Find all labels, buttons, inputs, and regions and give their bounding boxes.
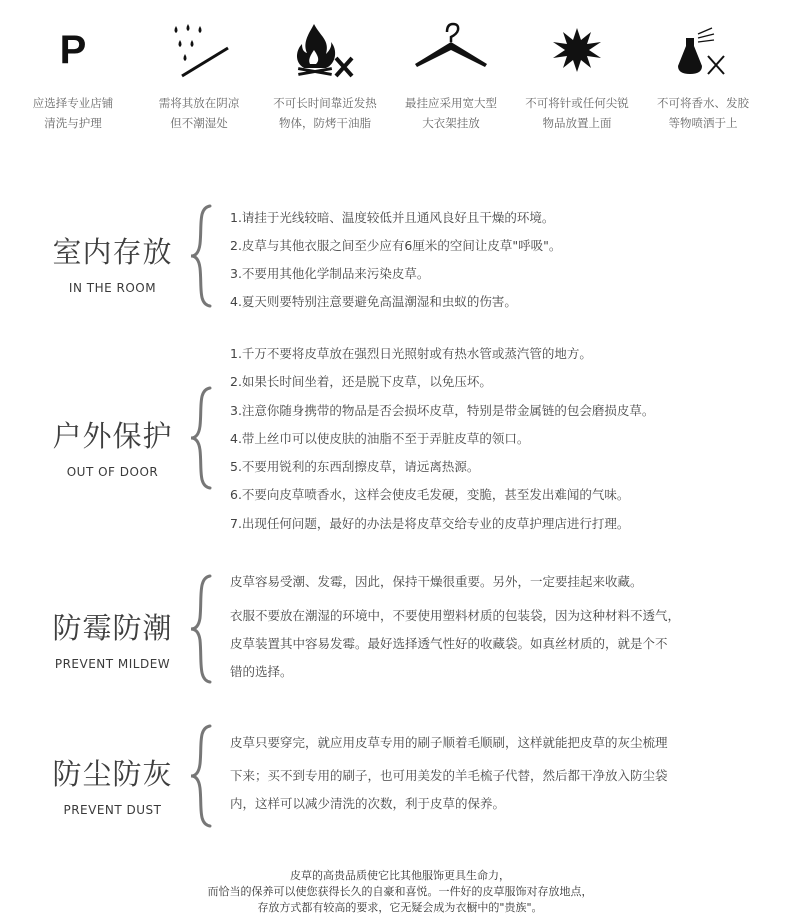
care-line: 皮草装置其中容易发霉。最好选择透气性好的收藏袋。如真丝材质的，就是个不 bbox=[230, 636, 668, 651]
no-heat-icon bbox=[262, 14, 388, 86]
no-perfume-icon bbox=[640, 14, 766, 86]
icon-caption: 但不潮湿处 bbox=[170, 116, 228, 130]
section-prevent-mildew bbox=[0, 568, 800, 692]
icon-caption: 最挂应采用宽大型 bbox=[405, 96, 497, 110]
icon-item-no-perfume bbox=[640, 14, 766, 133]
care-line: 5.不要用锐利的东西刮擦皮草，请远离热源。 bbox=[230, 459, 480, 475]
icon-caption: 清洗与护理 bbox=[44, 116, 102, 130]
care-line: 2.皮草与其他衣服之间至少应有6厘米的空间让皮草"呼吸"。 bbox=[230, 238, 562, 253]
footer-line: 皮草的高贵品质使它比其他服饰更具生命力， bbox=[290, 869, 510, 882]
care-line: 下来；买不到专用的刷子，也可用美发的羊毛梳子代替，然后都干净放入防尘袋 bbox=[230, 768, 668, 783]
care-line: 7.出现任何问题，最好的办法是将皮草交给专业的皮草护理店进行打理。 bbox=[230, 515, 630, 531]
icon-caption: 不可长时间靠近发热 bbox=[273, 96, 377, 110]
care-line: 4.夏天则要特别注意要避免高温潮湿和虫蚁的伤害。 bbox=[230, 294, 517, 309]
care-line: 内，这样可以减少清洗的次数，利于皮草的保养。 bbox=[230, 796, 506, 811]
no-sharp-icon bbox=[514, 14, 640, 86]
care-line: 皮草容易受潮、发霉，因此，保持干燥很重要。另外，一定要挂起来收藏。 bbox=[230, 574, 643, 589]
icon-item-shade bbox=[136, 14, 262, 133]
icon-caption: 等物喷洒于上 bbox=[668, 116, 738, 130]
icon-item-professional bbox=[10, 14, 136, 133]
brace-icon bbox=[188, 724, 214, 828]
brace-icon bbox=[188, 574, 214, 684]
section-lines bbox=[230, 340, 770, 538]
section-subtitle: PREVENT DUST bbox=[63, 803, 162, 817]
icon-caption: 物体，防烤干油脂 bbox=[279, 116, 371, 130]
hanger-icon bbox=[388, 14, 514, 86]
icon-caption: 不可将针或任何尖锐 bbox=[525, 96, 629, 110]
icon-caption: 物品放置上面 bbox=[542, 116, 612, 130]
icon-caption: 需将其放在阴凉 bbox=[158, 96, 240, 110]
professional-clean-icon: P bbox=[59, 27, 87, 72]
care-line: 2.如果长时间坐着，还是脱下皮草，以免压坏。 bbox=[230, 374, 492, 390]
brace-icon bbox=[188, 386, 214, 490]
section-subtitle: PREVENT MILDEW bbox=[54, 657, 171, 671]
section-title: 户外保护 bbox=[52, 419, 173, 453]
care-line: 衣服不要放在潮湿的环境中，不要使用塑料材质的包装袋，因为这种材料不透气， bbox=[230, 608, 681, 623]
section-lines bbox=[230, 204, 770, 316]
care-line: 错的选择。 bbox=[230, 664, 293, 679]
section-lines bbox=[230, 568, 770, 686]
icon-item-hanger bbox=[388, 14, 514, 133]
care-icons-row bbox=[10, 14, 770, 138]
icon-caption: 不可将香水、发胶 bbox=[657, 96, 749, 110]
care-line: 6.不要向皮草喷香水，这样会使皮毛发硬，变脆，甚至发出难闻的气味。 bbox=[230, 487, 630, 503]
care-line: 3.不要用其他化学制品来污染皮草。 bbox=[230, 266, 430, 281]
footer-line: 而恰当的保养可以使您获得长久的自豪和喜悦。一件好的皮草服饰对存放地点， bbox=[207, 885, 593, 898]
icon-item-no-heat bbox=[262, 14, 388, 133]
icon-caption: 应选择专业店铺 bbox=[32, 96, 114, 110]
footer-line: 存放方式都有较高的要求，它无疑会成为衣橱中的"贵族"。 bbox=[257, 901, 543, 914]
footer-text bbox=[0, 868, 800, 916]
care-line: 1.请挂于光线较暗、温度较低并且通风良好且干燥的环境。 bbox=[230, 210, 555, 225]
section-out-of-door bbox=[0, 340, 800, 538]
care-line: 4.带上丝巾可以使皮肤的油脂不至于弄脏皮草的领口。 bbox=[230, 430, 530, 446]
care-line: 3.注意你随身携带的物品是否会损坏皮草，特别是带金属链的包会磨损皮草。 bbox=[230, 402, 655, 418]
section-subtitle: OUT OF DOOR bbox=[66, 465, 159, 479]
section-title: 防尘防灰 bbox=[52, 757, 173, 791]
care-line: 皮草只要穿完，就应用皮草专用的刷子顺着毛顺刷，这样就能把皮草的灰尘梳理 bbox=[230, 735, 668, 750]
section-prevent-dust bbox=[0, 722, 800, 832]
section-title: 室内存放 bbox=[52, 235, 173, 269]
section-subtitle: IN THE ROOM bbox=[68, 281, 157, 295]
section-in-the-room bbox=[0, 196, 800, 318]
section-lines bbox=[230, 728, 770, 818]
icon-item-no-sharp bbox=[514, 14, 640, 133]
brace-icon bbox=[188, 204, 214, 308]
care-line: 1.千万不要将皮草放在强烈日光照射或有热水管或蒸汽管的地方。 bbox=[230, 346, 592, 361]
icon-caption: 大衣架挂放 bbox=[422, 116, 480, 130]
section-title: 防霉防潮 bbox=[52, 611, 173, 645]
shade-dry-icon bbox=[136, 14, 262, 86]
